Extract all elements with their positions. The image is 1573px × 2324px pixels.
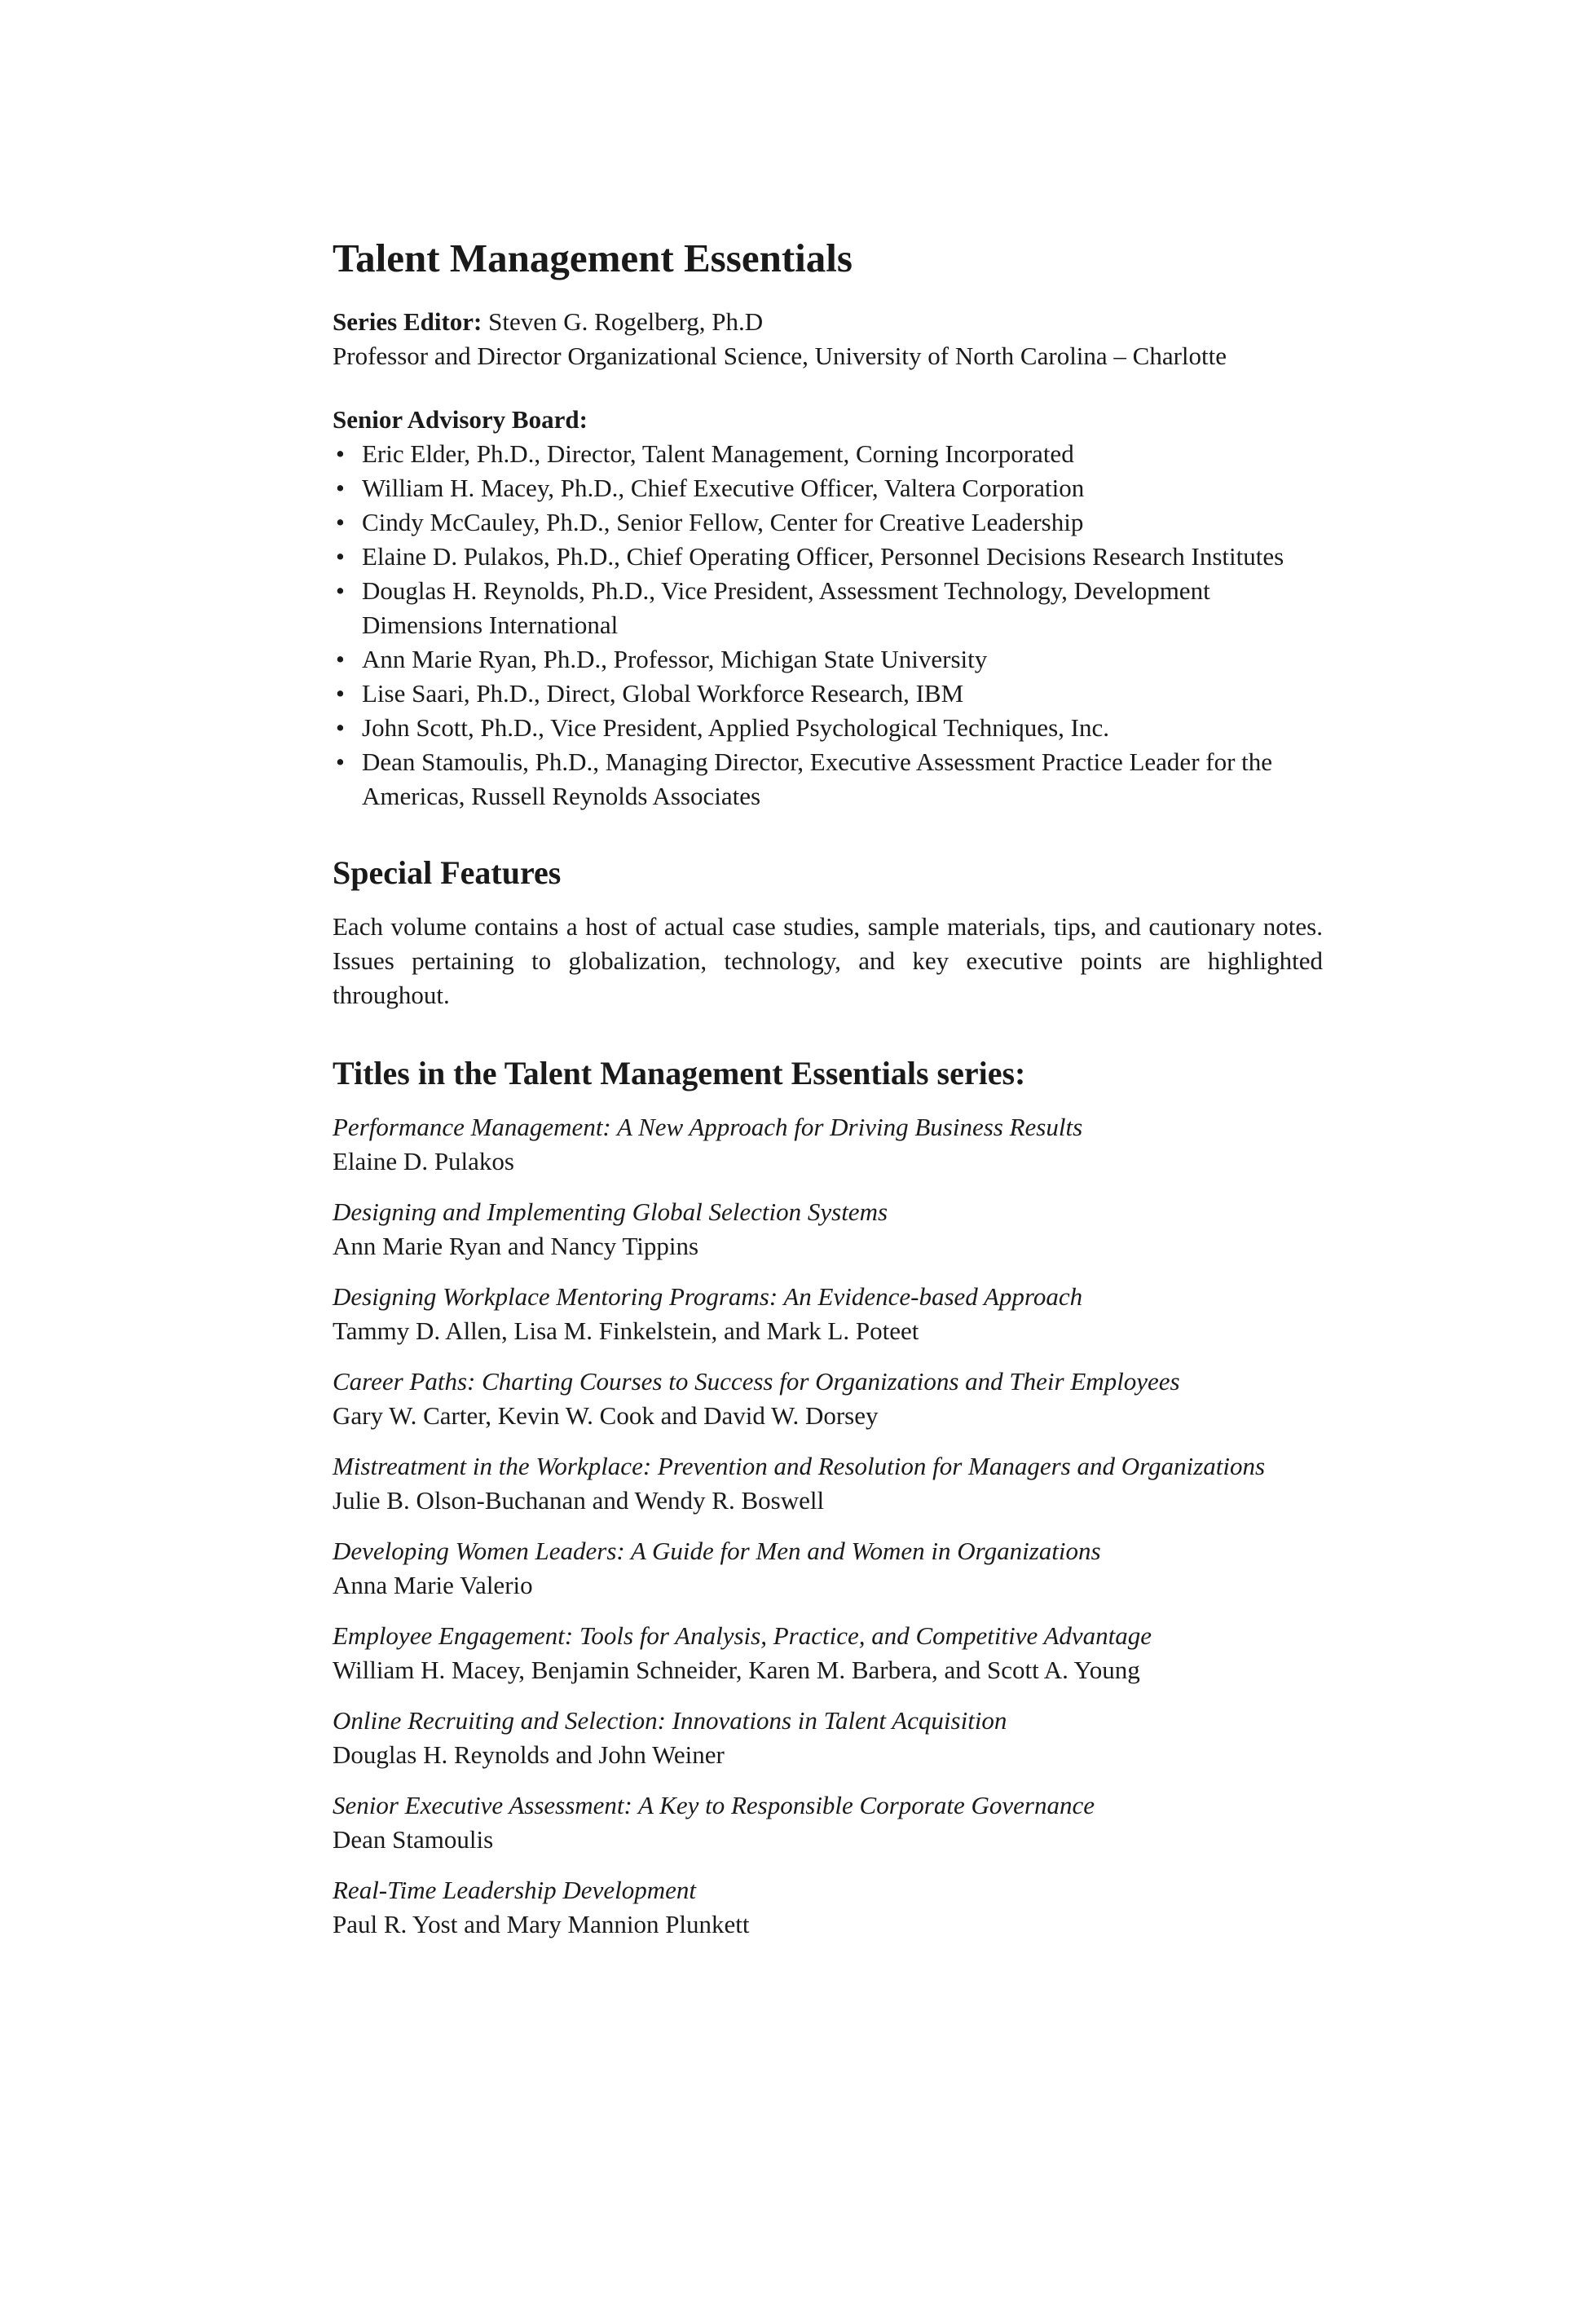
special-features-text: Each volume contains a host of actual case studies, sample materials, tips, and cautionary notes. Issues pertaining to globalization, technology, and key executive points are highlighted throughout. bbox=[333, 911, 1323, 1009]
book-authors: Ann Marie Ryan and Nancy Tippins bbox=[333, 1231, 699, 1260]
series-editor-line bbox=[333, 305, 1323, 339]
book-authors: Elaine D. Pulakos bbox=[333, 1146, 514, 1175]
book-authors: Douglas H. Reynolds and John Weiner bbox=[333, 1740, 725, 1769]
advisory-board-member: • Elaine D. Pulakos, Ph.D., Chief Operating Officer, Personnel Decisions Research Institutes bbox=[333, 540, 1323, 574]
page-content bbox=[333, 236, 1323, 1958]
title-entry bbox=[333, 1704, 1323, 1772]
title-entry bbox=[333, 1110, 1323, 1179]
titles-heading: Titles in the Talent Management Essentials series: bbox=[333, 1054, 1026, 1091]
title-entry bbox=[333, 1534, 1323, 1603]
title-entry bbox=[333, 1195, 1323, 1263]
bullet-icon: • bbox=[336, 575, 345, 605]
advisory-board-heading: Senior Advisory Board: bbox=[333, 404, 588, 434]
title-entry bbox=[333, 1449, 1323, 1518]
book-authors: Julie B. Olson-Buchanan and Wendy R. Boswell bbox=[333, 1485, 825, 1515]
title-entry bbox=[333, 1788, 1323, 1857]
title-entry bbox=[333, 1365, 1323, 1433]
book-title: Developing Women Leaders: A Guide for Men and Women in Organizations bbox=[333, 1536, 1101, 1565]
advisory-board-member: • Lise Saari, Ph.D., Direct, Global Workforce Research, IBM bbox=[333, 677, 1323, 711]
bullet-icon: • bbox=[336, 541, 345, 571]
advisory-board-member: • Dean Stamoulis, Ph.D., Managing Director, Executive Assessment Practice Leader for the Americas, Russell Reynolds Associates bbox=[333, 745, 1323, 814]
book-authors: Paul R. Yost and Mary Mannion Plunkett bbox=[333, 1909, 750, 1938]
series-editor-affiliation: Professor and Director Organizational Science, University of North Carolina – Charlotte bbox=[333, 341, 1227, 370]
advisory-board-member: • Cindy McCauley, Ph.D., Senior Fellow, Center for Creative Leadership bbox=[333, 505, 1323, 540]
advisory-board-member: • Eric Elder, Ph.D., Director, Talent Management, Corning Incorporated bbox=[333, 437, 1323, 471]
advisory-board-member: • John Scott, Ph.D., Vice President, Applied Psychological Techniques, Inc. bbox=[333, 711, 1323, 745]
advisory-board-member: • Ann Marie Ryan, Ph.D., Professor, Michigan State University bbox=[333, 642, 1323, 677]
book-authors: Tammy D. Allen, Lisa M. Finkelstein, and Mark L. Poteet bbox=[333, 1316, 919, 1345]
bullet-icon: • bbox=[336, 473, 345, 502]
book-title: Career Paths: Charting Courses to Success for Organizations and Their Employees bbox=[333, 1366, 1180, 1396]
title-entry bbox=[333, 1280, 1323, 1348]
advisory-board-member: • William H. Macey, Ph.D., Chief Executive Officer, Valtera Corporation bbox=[333, 471, 1323, 505]
book-authors: Dean Stamoulis bbox=[333, 1824, 494, 1854]
title-entry bbox=[333, 1619, 1323, 1687]
book-title: Designing Workplace Mentoring Programs: An Evidence-based Approach bbox=[333, 1281, 1083, 1311]
special-features-heading: Special Features bbox=[333, 853, 562, 891]
bullet-icon: • bbox=[336, 747, 345, 776]
bullet-icon: • bbox=[336, 712, 345, 742]
book-title: Online Recruiting and Selection: Innovations in Talent Acquisition bbox=[333, 1705, 1007, 1735]
book-title: Real-Time Leadership Development bbox=[333, 1875, 696, 1904]
book-authors: William H. Macey, Benjamin Schneider, Karen M. Barbera, and Scott A. Young bbox=[333, 1655, 1140, 1684]
series-editor-label: Series Editor: bbox=[333, 306, 482, 336]
bullet-icon: • bbox=[336, 678, 345, 708]
book-title: Designing and Implementing Global Selection Systems bbox=[333, 1197, 888, 1226]
titles-list bbox=[333, 1110, 1323, 1942]
book-title: Mistreatment in the Workplace: Prevention and Resolution for Managers and Organizations bbox=[333, 1451, 1266, 1480]
bullet-icon: • bbox=[336, 507, 345, 536]
series-editor-name: Steven G. Rogelberg, Ph.D bbox=[488, 306, 764, 336]
book-title: Performance Management: A New Approach for Driving Business Results bbox=[333, 1112, 1083, 1141]
bullet-icon: • bbox=[336, 439, 345, 468]
book-title: Senior Executive Assessment: A Key to Responsible Corporate Governance bbox=[333, 1790, 1095, 1819]
book-authors: Gary W. Carter, Kevin W. Cook and David W. Dorsey bbox=[333, 1400, 879, 1430]
bullet-icon: • bbox=[336, 644, 345, 673]
title-entry bbox=[333, 1873, 1323, 1942]
series-title: Talent Management Essentials bbox=[333, 236, 853, 280]
series-editor-block bbox=[333, 305, 1323, 373]
book-title: Employee Engagement: Tools for Analysis, Practice, and Competitive Advantage bbox=[333, 1621, 1152, 1650]
book-authors: Anna Marie Valerio bbox=[333, 1570, 533, 1599]
advisory-board-list bbox=[333, 437, 1323, 814]
advisory-board-member: • Douglas H. Reynolds, Ph.D., Vice President, Assessment Technology, Development Dimensions International bbox=[333, 574, 1323, 642]
